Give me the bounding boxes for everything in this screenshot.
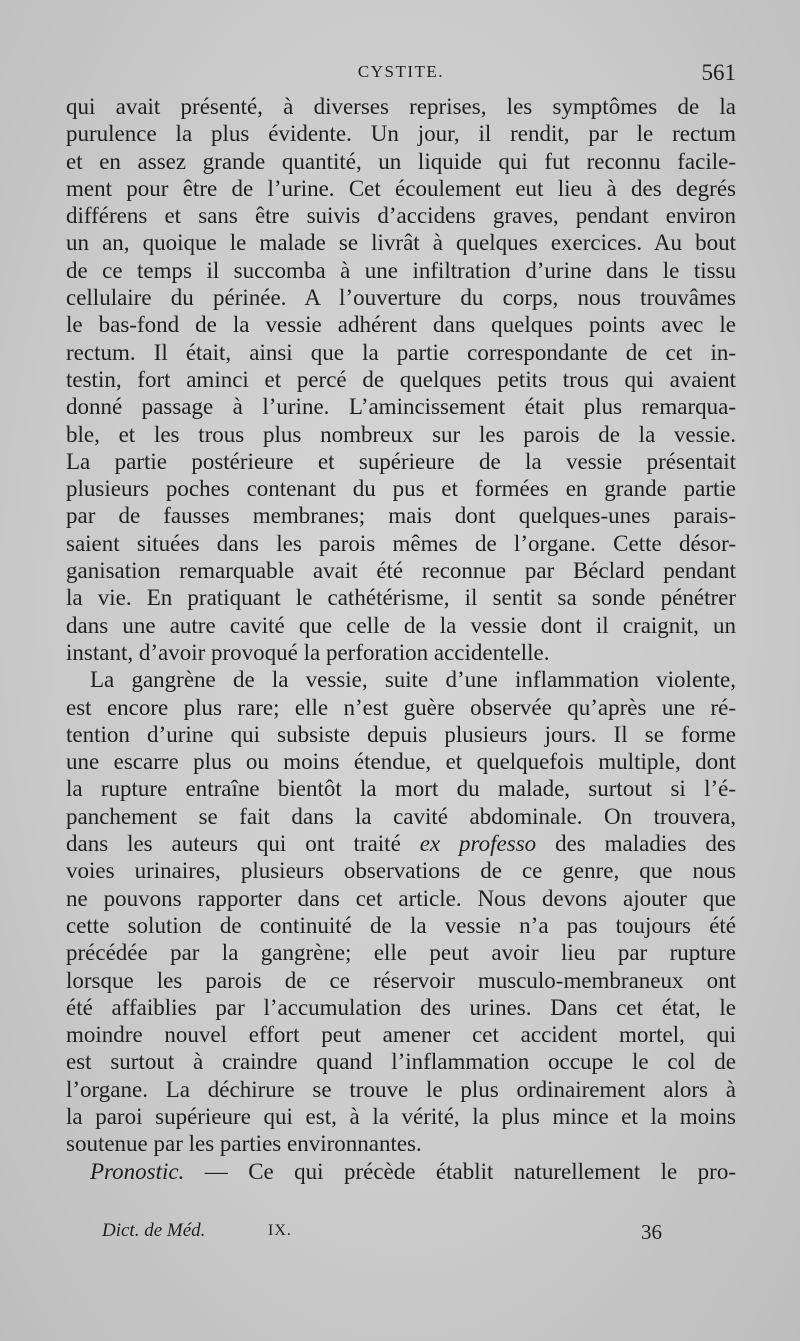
text-line: tention d’urine qui subsiste depuis plusieurs jours. Il se forme <box>66 721 736 747</box>
text-line: instant, d’avoir provoqué la perforation accidentelle. <box>66 639 550 665</box>
italic-phrase: ex professo <box>419 831 537 857</box>
text-line: plusieurs poches contenant du pus et formées en grande partie <box>66 476 736 502</box>
text-line: testin, fort aminci et percé de quelques petits trous qui avaient <box>66 366 736 392</box>
text-line: la vie. En pratiquant le cathétérisme, il sentit sa sonde pénétrer <box>66 585 736 611</box>
text-line: purulence la plus évidente. Un jour, il rendit, par le rectum <box>66 121 736 147</box>
volume-number: IX. <box>268 1222 292 1239</box>
running-title: CYSTITE. <box>357 62 445 81</box>
text-line: voies urinaires, plusieurs observations de ce genre, que nous <box>66 858 736 884</box>
text-line: et en assez grande quantité, un liquide qui fut reconnu facile- <box>66 148 736 174</box>
text-line: l’organe. La déchirure se trouve le plus ordinairement alors à <box>66 1076 736 1102</box>
text-line: par de fausses membranes; mais dont quelques-unes parais- <box>66 503 736 529</box>
text-line: précédée par la gangrène; elle peut avoir lieu par rupture <box>66 940 736 966</box>
section-heading: Pronostic. <box>90 1158 185 1184</box>
section-heading-line <box>66 1158 736 1185</box>
text-line: lorsque les parois de ce réservoir musculo-membraneux ont <box>66 967 736 993</box>
printer-signature: Dict. de Méd. <box>102 1220 206 1241</box>
text-line: la paroi supérieure qui est, à la vérité, la plus mince et la moins <box>66 1103 736 1129</box>
text-line: de ce temps il succomba à une infiltration d’urine dans le tissu <box>66 257 736 283</box>
text-line: moindre nouvel effort peut amener cet accident mortel, qui <box>66 1022 736 1048</box>
page-footer <box>102 1220 662 1250</box>
text-line: ganisation remarquable avait été reconnue par Béclard pendant <box>66 558 736 584</box>
text-line: qui avait présenté, à diverses reprises, les symptômes de la <box>66 94 736 119</box>
text-line: été affaiblies par l’accumulation des urines. Dans cet état, le <box>66 994 736 1020</box>
page-number: 561 <box>701 60 736 85</box>
text-line: La gangrène de la vessie, suite d’une inflammation violente, <box>90 667 736 693</box>
text-segment: des maladies des <box>536 831 736 857</box>
text-line: une escarre plus ou moins étendue, et quelquefois multiple, dont <box>66 749 736 775</box>
text-line: ne pouvons rapporter dans cet article. Nous devons ajouter que <box>66 885 736 911</box>
text-line: différens et sans être suivis d’accidens graves, pendant environ <box>66 203 736 229</box>
text-line-with-italic <box>66 830 736 857</box>
text-line: saient situées dans les parois mêmes de l’organe. Cette désor- <box>66 530 736 556</box>
text-line: La partie postérieure et supérieure de la vessie présentait <box>66 448 736 474</box>
body-text <box>66 93 736 1185</box>
text-line: la rupture entraîne bientôt la mort du malade, surtout si l’é- <box>66 776 736 802</box>
text-line: dans une autre cavité que celle de la vessie dont il craignit, un <box>66 612 736 638</box>
text-line: cellulaire du périnée. A l’ouverture du corps, nous trouvâmes <box>66 285 736 311</box>
text-line: un an, quoique le malade se livrât à quelques exercices. Au bout <box>66 230 736 256</box>
text-line: ment pour être de l’urine. Cet écoulement eut lieu à des degrés <box>66 175 736 201</box>
text-line: le bas-fond de la vessie adhérent dans quelques points avec le <box>66 312 736 338</box>
text-line: est surtout à craindre quand l’inflammation occupe le col de <box>66 1049 736 1075</box>
text-segment: dans les auteurs qui ont traité <box>66 831 420 857</box>
text-line: rectum. Il était, ainsi que la partie correspondante de cet in- <box>66 339 736 365</box>
text-line: panchement se fait dans la cavité abdominale. On trouvera, <box>66 803 736 829</box>
text-line: est encore plus rare; elle n’est guère observée qu’après une ré- <box>66 694 736 720</box>
text-segment: — Ce qui précède établit naturellement le pro- <box>184 1158 736 1184</box>
text-line: cette solution de continuité de la vessie n’a pas toujours été <box>66 912 736 938</box>
text-line: ble, et les trous plus nombreux sur les parois de la vessie. <box>66 421 736 447</box>
signature-number: 36 <box>641 1220 662 1244</box>
text-line: donné passage à l’urine. L’amincissement était plus remarqua- <box>66 394 736 420</box>
page-header <box>66 60 736 94</box>
text-line: soutenue par les parties environnantes. <box>66 1131 422 1157</box>
